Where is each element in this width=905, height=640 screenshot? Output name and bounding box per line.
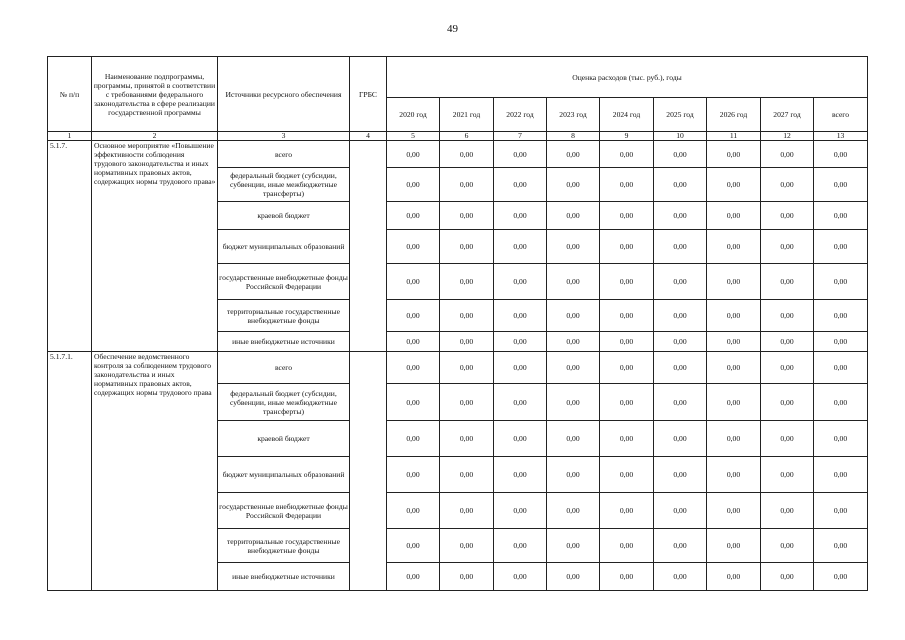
- value-cell: 0,00: [654, 264, 707, 300]
- value-cell: 0,00: [654, 352, 707, 384]
- value-cell: 0,00: [387, 352, 440, 384]
- header-name: Наименование подпрограммы, программы, принятой в соответствии с требованиями федерального законодательства в сфере реализации государственной программы: [92, 57, 218, 132]
- value-cell: 0,00: [494, 332, 547, 352]
- value-cell: 0,00: [654, 332, 707, 352]
- value-cell: 0,00: [654, 141, 707, 168]
- column-index: 9: [600, 132, 654, 141]
- funding-source: всего: [218, 352, 350, 384]
- value-cell: 0,00: [440, 230, 494, 264]
- value-cell: 0,00: [761, 529, 814, 563]
- funding-source: всего: [218, 141, 350, 168]
- value-cell: 0,00: [600, 230, 654, 264]
- value-cell: 0,00: [547, 332, 600, 352]
- table-row: [48, 352, 868, 384]
- value-cell: 0,00: [814, 563, 868, 591]
- value-cell: 0,00: [707, 563, 761, 591]
- value-cell: 0,00: [600, 168, 654, 202]
- value-cell: 0,00: [761, 493, 814, 529]
- value-cell: 0,00: [600, 421, 654, 457]
- column-index: 10: [654, 132, 707, 141]
- value-cell: 0,00: [600, 384, 654, 421]
- header-row: [48, 57, 868, 98]
- value-cell: 0,00: [761, 384, 814, 421]
- value-cell: 0,00: [761, 230, 814, 264]
- value-cell: 0,00: [654, 421, 707, 457]
- value-cell: 0,00: [761, 300, 814, 332]
- value-cell: 0,00: [761, 332, 814, 352]
- value-cell: 0,00: [440, 202, 494, 230]
- funding-source: краевой бюджет: [218, 421, 350, 457]
- value-cell: 0,00: [494, 493, 547, 529]
- funding-source: государственные внебюджетные фонды Российской Федерации: [218, 264, 350, 300]
- column-index: 3: [218, 132, 350, 141]
- value-cell: 0,00: [600, 141, 654, 168]
- funding-source: федеральный бюджет (субсидии, субвенции, иные межбюджетные трансферты): [218, 168, 350, 202]
- value-cell: 0,00: [761, 202, 814, 230]
- value-cell: 0,00: [600, 300, 654, 332]
- value-cell: 0,00: [547, 300, 600, 332]
- value-cell: 0,00: [547, 168, 600, 202]
- funding-source: краевой бюджет: [218, 202, 350, 230]
- value-cell: 0,00: [440, 493, 494, 529]
- value-cell: 0,00: [547, 264, 600, 300]
- year-header: 2020 год: [387, 98, 440, 132]
- header-num: № п/п: [48, 57, 92, 132]
- value-cell: 0,00: [600, 493, 654, 529]
- value-cell: 0,00: [547, 141, 600, 168]
- value-cell: 0,00: [654, 563, 707, 591]
- value-cell: 0,00: [547, 352, 600, 384]
- section-name: Основное мероприятие «Повышение эффективности соблюдения трудового законодательства и иных нормативных правовых актов, содержащих нормы трудового права»: [92, 141, 218, 352]
- value-cell: 0,00: [654, 230, 707, 264]
- funding-source: федеральный бюджет (субсидии, субвенции, иные межбюджетные трансферты): [218, 384, 350, 421]
- column-index: 12: [761, 132, 814, 141]
- funding-source: бюджет муниципальных образований: [218, 230, 350, 264]
- value-cell: 0,00: [387, 202, 440, 230]
- value-cell: 0,00: [707, 493, 761, 529]
- funding-source: бюджет муниципальных образований: [218, 457, 350, 493]
- value-cell: 0,00: [387, 493, 440, 529]
- value-cell: 0,00: [707, 141, 761, 168]
- value-cell: 0,00: [814, 352, 868, 384]
- value-cell: 0,00: [494, 168, 547, 202]
- value-cell: 0,00: [814, 300, 868, 332]
- value-cell: 0,00: [654, 168, 707, 202]
- value-cell: 0,00: [814, 141, 868, 168]
- value-cell: 0,00: [387, 563, 440, 591]
- value-cell: 0,00: [814, 202, 868, 230]
- funding-source: иные внебюджетные источники: [218, 563, 350, 591]
- header-source: Источники ресурсного обеспечения: [218, 57, 350, 132]
- table-row: [48, 141, 868, 168]
- value-cell: 0,00: [494, 264, 547, 300]
- value-cell: 0,00: [440, 332, 494, 352]
- value-cell: 0,00: [440, 421, 494, 457]
- value-cell: 0,00: [707, 529, 761, 563]
- value-cell: 0,00: [494, 141, 547, 168]
- value-cell: 0,00: [387, 141, 440, 168]
- value-cell: 0,00: [387, 300, 440, 332]
- column-index: 5: [387, 132, 440, 141]
- value-cell: 0,00: [814, 384, 868, 421]
- column-index: 13: [814, 132, 868, 141]
- value-cell: 0,00: [440, 563, 494, 591]
- value-cell: 0,00: [387, 332, 440, 352]
- header-grbs: ГРБС: [350, 57, 387, 132]
- funding-source: территориальные государственные внебюджетные фонды: [218, 529, 350, 563]
- value-cell: 0,00: [494, 421, 547, 457]
- year-header: 2021 год: [440, 98, 494, 132]
- value-cell: 0,00: [440, 141, 494, 168]
- value-cell: 0,00: [814, 421, 868, 457]
- year-header: 2022 год: [494, 98, 547, 132]
- value-cell: 0,00: [547, 421, 600, 457]
- value-cell: 0,00: [654, 384, 707, 421]
- value-cell: 0,00: [547, 529, 600, 563]
- year-header: 2024 год: [600, 98, 654, 132]
- value-cell: 0,00: [494, 457, 547, 493]
- value-cell: 0,00: [761, 168, 814, 202]
- budget-table: [47, 56, 868, 591]
- page-number: 49: [447, 23, 458, 35]
- column-index: 8: [547, 132, 600, 141]
- value-cell: 0,00: [547, 493, 600, 529]
- value-cell: 0,00: [814, 493, 868, 529]
- value-cell: 0,00: [494, 300, 547, 332]
- value-cell: 0,00: [761, 352, 814, 384]
- value-cell: 0,00: [707, 352, 761, 384]
- value-cell: 0,00: [440, 529, 494, 563]
- value-cell: 0,00: [814, 529, 868, 563]
- value-cell: 0,00: [707, 230, 761, 264]
- value-cell: 0,00: [547, 563, 600, 591]
- value-cell: 0,00: [761, 141, 814, 168]
- section-grbs: [350, 352, 387, 591]
- year-header: 2025 год: [654, 98, 707, 132]
- column-index: 11: [707, 132, 761, 141]
- value-cell: 0,00: [814, 264, 868, 300]
- header-estimate: Оценка расходов (тыс. руб.), годы: [387, 57, 868, 98]
- column-index: 7: [494, 132, 547, 141]
- value-cell: 0,00: [600, 264, 654, 300]
- section-name: Обеспечение ведомственного контроля за соблюдением трудового законодательства и иных нормативных правовых актов, содержащих нормы трудового права: [92, 352, 218, 591]
- value-cell: 0,00: [654, 493, 707, 529]
- value-cell: 0,00: [600, 529, 654, 563]
- value-cell: 0,00: [600, 563, 654, 591]
- value-cell: 0,00: [547, 202, 600, 230]
- value-cell: 0,00: [654, 202, 707, 230]
- column-index: 4: [350, 132, 387, 141]
- value-cell: 0,00: [600, 332, 654, 352]
- value-cell: 0,00: [440, 168, 494, 202]
- value-cell: 0,00: [494, 202, 547, 230]
- value-cell: 0,00: [707, 421, 761, 457]
- value-cell: 0,00: [494, 384, 547, 421]
- value-cell: 0,00: [440, 264, 494, 300]
- value-cell: 0,00: [600, 352, 654, 384]
- value-cell: 0,00: [814, 457, 868, 493]
- section-grbs: [350, 141, 387, 352]
- section-number: 5.1.7.1.: [48, 352, 92, 591]
- value-cell: 0,00: [547, 457, 600, 493]
- value-cell: 0,00: [761, 421, 814, 457]
- value-cell: 0,00: [494, 529, 547, 563]
- section-number: 5.1.7.: [48, 141, 92, 352]
- value-cell: 0,00: [707, 457, 761, 493]
- value-cell: 0,00: [654, 529, 707, 563]
- year-header: 2027 год: [761, 98, 814, 132]
- value-cell: 0,00: [600, 457, 654, 493]
- value-cell: 0,00: [707, 264, 761, 300]
- value-cell: 0,00: [440, 384, 494, 421]
- funding-source: территориальные государственные внебюджетные фонды: [218, 300, 350, 332]
- value-cell: 0,00: [814, 332, 868, 352]
- value-cell: 0,00: [440, 352, 494, 384]
- funding-source: иные внебюджетные источники: [218, 332, 350, 352]
- funding-source: государственные внебюджетные фонды Российской Федерации: [218, 493, 350, 529]
- column-index: 2: [92, 132, 218, 141]
- value-cell: 0,00: [600, 202, 654, 230]
- year-header: 2026 год: [707, 98, 761, 132]
- value-cell: 0,00: [440, 457, 494, 493]
- year-header: 2023 год: [547, 98, 600, 132]
- value-cell: 0,00: [387, 168, 440, 202]
- value-cell: 0,00: [654, 457, 707, 493]
- column-index: 6: [440, 132, 494, 141]
- value-cell: 0,00: [707, 332, 761, 352]
- value-cell: 0,00: [707, 202, 761, 230]
- value-cell: 0,00: [387, 264, 440, 300]
- value-cell: 0,00: [707, 384, 761, 421]
- value-cell: 0,00: [494, 352, 547, 384]
- value-cell: 0,00: [387, 457, 440, 493]
- value-cell: 0,00: [387, 230, 440, 264]
- value-cell: 0,00: [387, 529, 440, 563]
- column-index-row: [48, 132, 868, 141]
- value-cell: 0,00: [707, 300, 761, 332]
- value-cell: 0,00: [494, 230, 547, 264]
- value-cell: 0,00: [814, 230, 868, 264]
- value-cell: 0,00: [761, 563, 814, 591]
- value-cell: 0,00: [761, 457, 814, 493]
- value-cell: 0,00: [761, 264, 814, 300]
- value-cell: 0,00: [387, 384, 440, 421]
- value-cell: 0,00: [547, 384, 600, 421]
- value-cell: 0,00: [494, 563, 547, 591]
- value-cell: 0,00: [440, 300, 494, 332]
- value-cell: 0,00: [547, 230, 600, 264]
- value-cell: 0,00: [814, 168, 868, 202]
- value-cell: 0,00: [654, 300, 707, 332]
- value-cell: 0,00: [387, 421, 440, 457]
- value-cell: 0,00: [707, 168, 761, 202]
- year-header: всего: [814, 98, 868, 132]
- column-index: 1: [48, 132, 92, 141]
